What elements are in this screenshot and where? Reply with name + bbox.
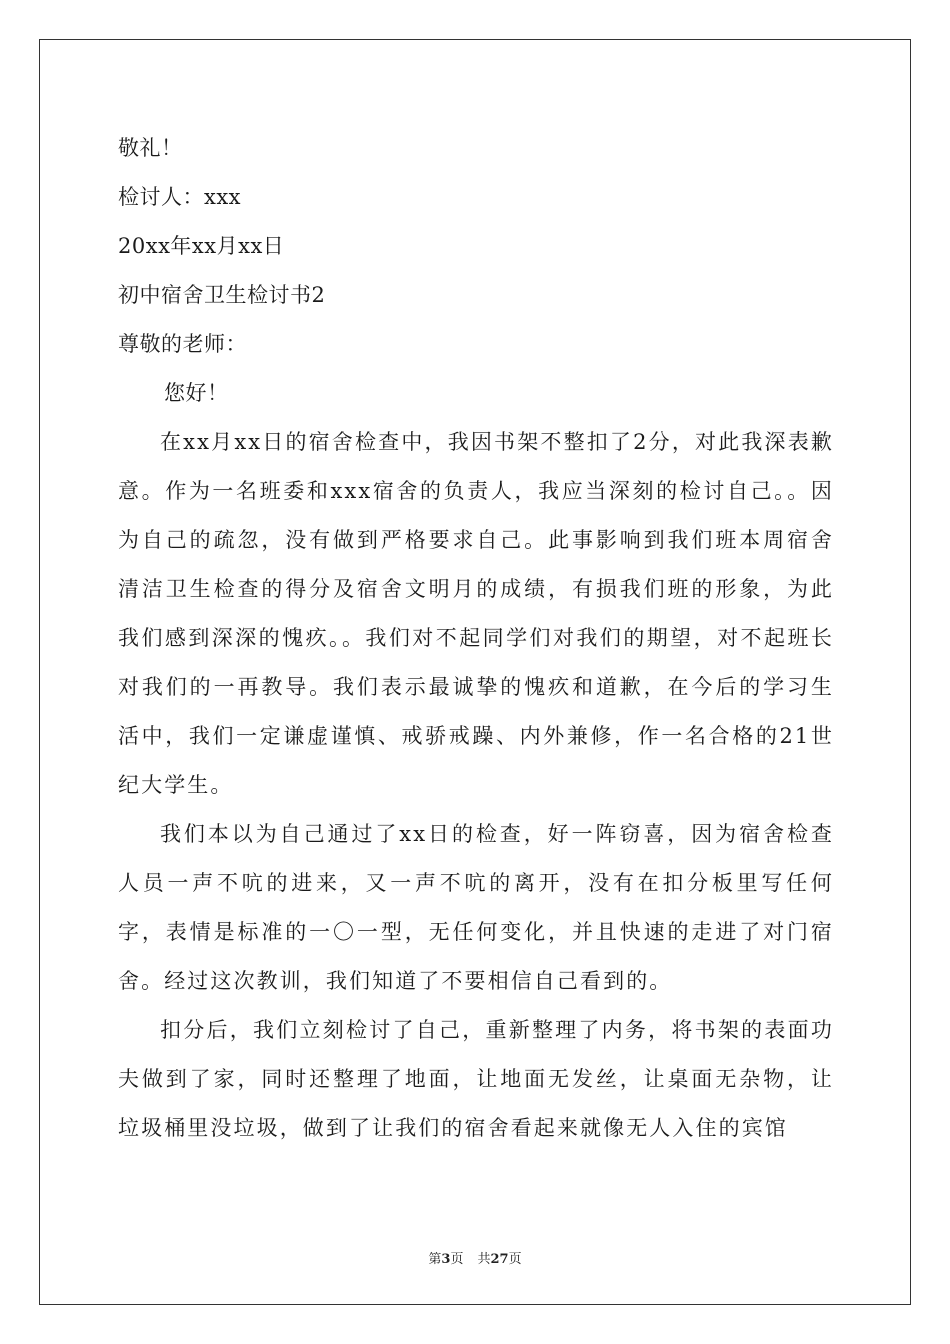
date-line: 20xx年xx月xx日 [118,234,285,258]
closing-salutation: 敬礼！ [118,136,183,160]
page-number: 3 [441,1252,451,1267]
addressee-line: 尊敬的老师： [118,332,247,356]
page-prefix: 第 [428,1252,442,1267]
greeting-line: 您好！ [164,381,229,405]
paragraph-inspection: 我们本以为自己通过了xx日的检查，好一阵窃喜，因为宿舍检查人员一声不吭的进来，又一声不吭的离开，没有在扣分板里写任何字，表情是标准的一〇一型，无任何变化，并且快速的走进了对门宿舍。经过这次教训，我们知道了不要相信自己看到的。 [118,822,834,993]
signer-line: 检讨人：xxx [118,185,242,209]
section-title: 初中宿舍卫生检讨书2 [118,283,326,307]
paragraph-corrections: 扣分后，我们立刻检讨了自己，重新整理了内务，将书架的表面功夫做到了家，同时还整理了地面，让地面无发丝，让桌面无杂物，让垃圾桶里没垃圾，做到了让我们的宿舍看起来就像无人入住的宾馆 [118,1018,834,1140]
document-body [118,124,834,1153]
paragraph-apology: 在xx月xx日的宿舍检查中，我因书架不整扣了2分，对此我深表歉意。作为一名班委和xxx宿舍的负责人，我应当深刻的检讨自己。。因为自己的疏忽，没有做到严格要求自己。此事影响到我们班本周宿舍清洁卫生检查的得分及宿舍文明月的成绩，有损我们班的形象，为此我们感到深深的愧疚。。我们对不起同学们对我们的期望，对不起班长对我们的一再教导。我们表示最诚挚的愧疚和道歉，在今后的学习生活中，我们一定谦虚谨慎、戒骄戒躁、内外兼修，作一名合格的21世纪大学生。 [118,430,834,797]
total-prefix: 共 [477,1252,491,1267]
page-footer [0,1248,950,1267]
total-pages: 27 [490,1252,509,1267]
total-suffix: 页 [508,1252,522,1267]
page-suffix: 页 [450,1252,464,1267]
